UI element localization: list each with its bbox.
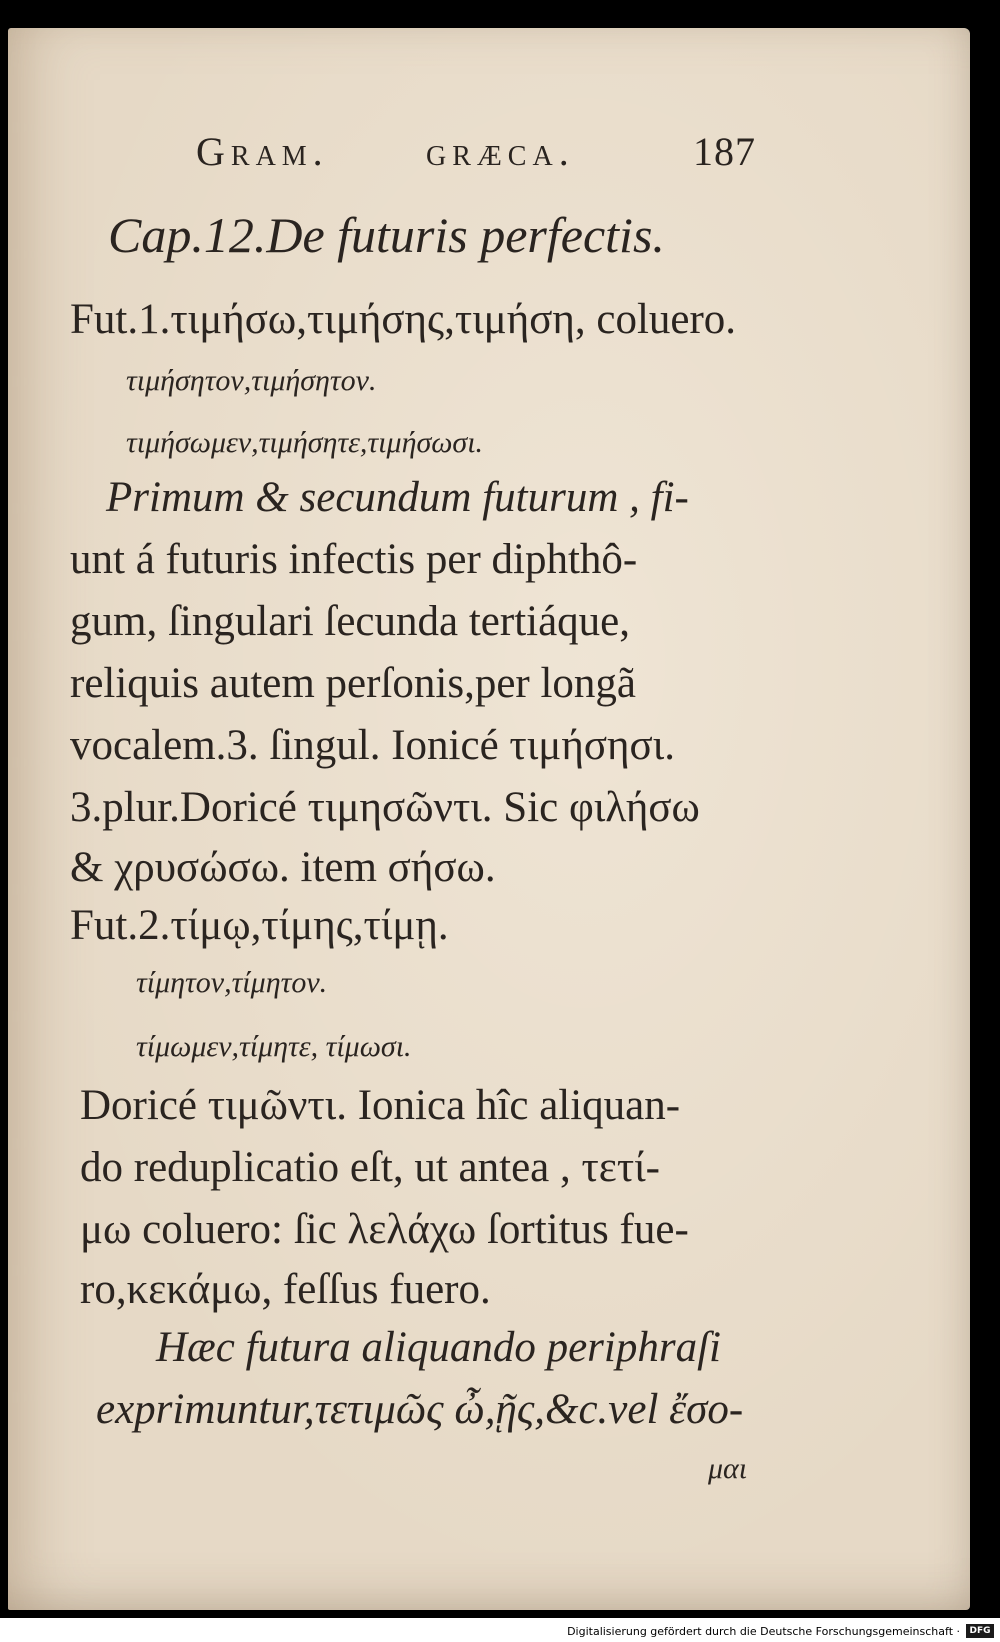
chapter-heading: Cap.12.De futuris perfectis. <box>108 207 665 263</box>
text-line: Fut.2.τίμῳ,τίμης,τίμῃ. <box>70 902 449 949</box>
text-line: ro,κεκάμω, feſſus fuero. <box>80 1266 491 1313</box>
book-page <box>8 28 970 1610</box>
text-line: τιμήσωμεν,τιμήσητε,τιμήσωσι. <box>126 426 484 459</box>
text-line: & χρυσώσω. item σήσω. <box>70 844 496 891</box>
text-line: τίμωμεν,τίμητε, τίμωσι. <box>136 1030 412 1063</box>
running-head-left: Gram. <box>196 129 329 174</box>
text-line: μω coluero: ſic λελάχω ſortitus fue- <box>80 1206 689 1253</box>
text-line: Fut.1.τιμήσω,τιμήσης,τιμήση, coluero. <box>70 296 737 343</box>
running-head-middle: græca. <box>426 129 575 174</box>
text-line: reliquis autem perſonis,per longã <box>70 660 637 707</box>
page-number: 187 <box>693 129 756 174</box>
text-line: Primum & secundum futurum , fi- <box>106 474 689 521</box>
digitization-footer <box>0 1618 1000 1642</box>
text-line: do reduplicatio eſt, ut antea , τετί- <box>80 1144 660 1191</box>
text-line: vocalem.3. ſingul. Ionicé τιμήσησι. <box>70 722 675 769</box>
text-line: τίμητον,τίμητον. <box>136 966 328 999</box>
running-head <box>196 128 756 188</box>
text-line: τιμήσητον,τιμήσητον. <box>126 364 377 397</box>
text-line: Hæc futura aliquando periphraſi <box>156 1324 721 1371</box>
text-line: exprimuntur,τετιμῶς ὦ,ῇς,&c.vel ἔσο- <box>96 1386 744 1433</box>
text-line: Doricé τιμῶντι. Ionica hîc aliquan- <box>80 1082 681 1129</box>
text-line: unt á futuris infectis per diphthô- <box>70 536 638 583</box>
text-line: 3.plur.Doricé τιμησῶντι. Sic φιλήσω <box>70 784 700 831</box>
dfg-logo: DFG <box>966 1624 994 1638</box>
footer-credit: Digitalisierung gefördert durch die Deutsche Forschungsgemeinschaft · <box>567 1625 960 1638</box>
text-line: gum, ſingulari ſecunda tertiáque, <box>70 598 631 645</box>
catchword: μαι <box>708 1452 748 1485</box>
